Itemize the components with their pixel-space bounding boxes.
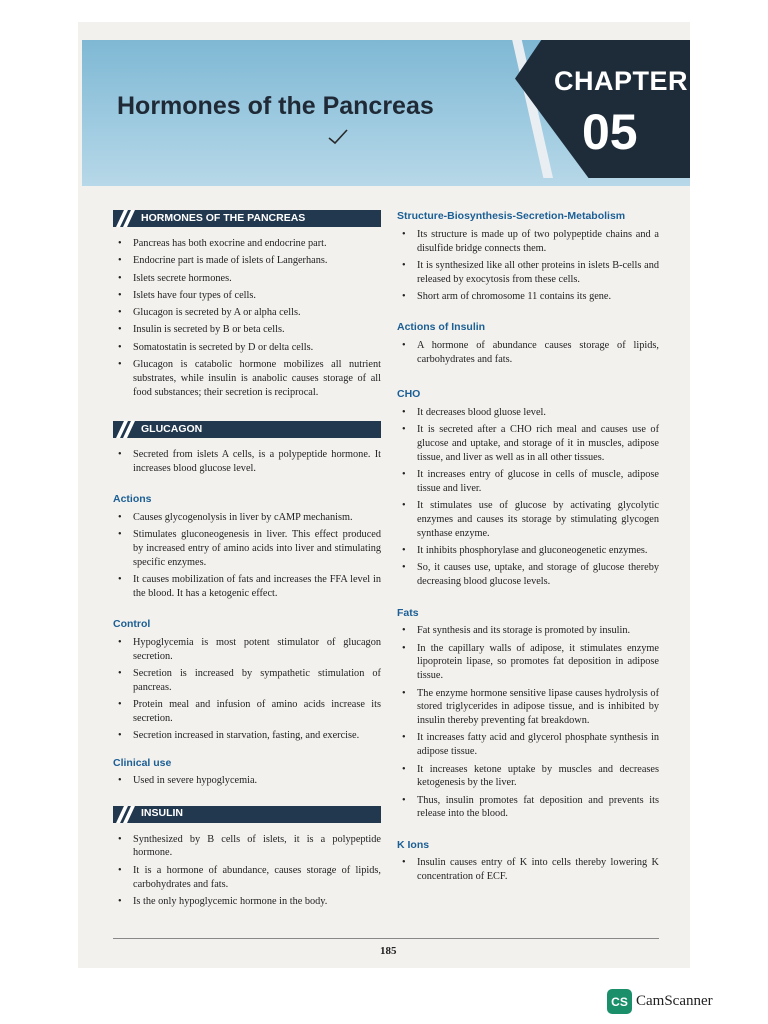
bullet-list	[397, 856, 659, 884]
list-item: • Somatostatin is secreted by D or delta cells.	[113, 341, 381, 355]
camscanner-watermark	[607, 989, 713, 1014]
camscanner-logo-icon: CS	[607, 989, 632, 1014]
bullet-list	[397, 228, 659, 304]
list-item: • Synthesized by B cells of islets, it is a polypeptide hormone.	[113, 833, 381, 861]
section-title: INSULIN	[141, 807, 183, 820]
list-item: • Stimulates gluconeogenesis in liver. This effect produced by increased entry of amino acids into liver and stimulating specific enzymes.	[113, 528, 381, 569]
list-item: • Its structure is made up of two polypeptide chains and a disulfide bridge connects them.	[397, 228, 659, 256]
bullet-list	[397, 339, 659, 367]
list-item: • Islets secrete hormones.	[113, 272, 381, 286]
list-item: • Glucagon is secreted by A or alpha cells.	[113, 306, 381, 320]
list-item: • Insulin is secreted by B or beta cells.	[113, 323, 381, 337]
bullet-list	[113, 833, 381, 909]
list-item: • Secretion is increased by sympathetic stimulation of pancreas.	[113, 667, 381, 695]
list-item: • Secretion increased in starvation, fasting, and exercise.	[113, 729, 381, 743]
section-bar-hormones	[113, 210, 381, 227]
section-bar-glucagon	[113, 421, 381, 438]
section-title: HORMONES OF THE PANCREAS	[141, 211, 306, 224]
list-item: • It causes mobilization of fats and increases the FFA level in the blood. It has a ketogenic effect.	[113, 573, 381, 601]
list-item: • So, it causes use, uptake, and storage of glucose thereby decreasing blood glucose levels.	[397, 561, 659, 589]
bullet-list	[113, 237, 381, 399]
section-bar-insulin	[113, 806, 381, 823]
bullet-list	[113, 636, 381, 743]
list-item: • It is synthesized like all other proteins in islets B-cells and released by exocytosis from these cells.	[397, 259, 659, 287]
list-item: • It is a hormone of abundance, causes storage of lipids, carbohydrates and fats.	[113, 864, 381, 892]
footer-rule	[113, 938, 659, 939]
section-title: GLUCAGON	[141, 422, 203, 435]
subheading-clinical-use: Clinical use	[113, 756, 172, 769]
list-item: • Insulin causes entry of K into cells thereby lowering K concentration of ECF.	[397, 856, 659, 884]
list-item: • Glucagon is catabolic hormone mobilizes all nutrient substrates, while insulin is anabolic causes storage of all food substances; their secretion is reciprocal.	[113, 358, 381, 399]
list-item: • Pancreas has both exocrine and endocrine part.	[113, 237, 381, 251]
list-item: • It decreases blood gluose level.	[397, 406, 659, 420]
left-column	[113, 210, 381, 912]
list-item: • Secreted from islets A cells, is a polypeptide hormone. It increases blood glucose level.	[113, 448, 381, 476]
subheading-cho: CHO	[397, 388, 421, 401]
subheading-actions: Actions	[113, 493, 152, 506]
list-item: • It increases fatty acid and glycerol phosphate synthesis in adipose tissue.	[397, 731, 659, 759]
chapter-number: 05	[582, 104, 638, 160]
bullet-list	[397, 624, 659, 821]
list-item: • The enzyme hormone sensitive lipase causes hydrolysis of stored triglycerides in adipose tissue, and is inhibited by insulin thereby preventing fat breakdown.	[397, 687, 659, 728]
subheading-actions-of-insulin: Actions of Insulin	[397, 321, 486, 334]
bullet-list	[113, 448, 381, 476]
list-item: • Thus, insulin promotes fat deposition and prevents its release into the blood.	[397, 794, 659, 822]
list-item: • In the capillary walls of adipose, it stimulates enzyme lipoprotein lipase, so promotes fat deposition in adipose tissue.	[397, 642, 659, 683]
bullet-list	[113, 774, 381, 788]
right-column	[397, 210, 659, 888]
list-item: • Short arm of chromosome 11 contains its gene.	[397, 290, 659, 304]
page-number: 185	[380, 945, 397, 957]
list-item: • Causes glycogenolysis in liver by cAMP mechanism.	[113, 511, 381, 525]
slash-icon	[113, 806, 135, 823]
list-item: • Endocrine part is made of islets of Langerhans.	[113, 254, 381, 268]
tick-mark-icon	[327, 128, 349, 146]
subheading-control: Control	[113, 618, 151, 631]
subheading-k-ions: K Ions	[397, 838, 430, 851]
list-item: • It increases entry of glucose in cells of muscle, adipose tissue and liver.	[397, 468, 659, 496]
list-item: • A hormone of abundance causes storage of lipids, carbohydrates and fats.	[397, 339, 659, 367]
slash-icon	[113, 421, 135, 438]
chapter-label: CHAPTER	[554, 66, 689, 96]
bullet-list	[397, 406, 659, 589]
list-item: • It inhibits phosphorylase and gluconeogenetic enzymes.	[397, 544, 659, 558]
list-item: • It increases ketone uptake by muscles and decreases ketogenesis by the liver.	[397, 763, 659, 791]
subheading-structure: Structure-Biosynthesis-Secretion-Metabolism	[397, 210, 626, 222]
list-item: • Islets have four types of cells.	[113, 289, 381, 303]
subheading-fats: Fats	[397, 606, 419, 619]
slash-icon	[113, 210, 135, 227]
list-item: • Used in severe hypoglycemia.	[113, 774, 381, 788]
camscanner-name: CamScanner	[636, 993, 713, 1009]
list-item: • Protein meal and infusion of amino acids increase its secretion.	[113, 698, 381, 726]
bullet-list	[113, 511, 381, 601]
list-item: • It is secreted after a CHO rich meal and causes use of glucose and uptake, and storage of it in muscles, adipose tissue, and liver as well as in all other tissues.	[397, 423, 659, 464]
list-item: • Hypoglycemia is most potent stimulator of glucagon secretion.	[113, 636, 381, 664]
list-item: • Fat synthesis and its storage is promoted by insulin.	[397, 624, 659, 638]
page-title: Hormones of the Pancreas	[117, 92, 434, 120]
list-item: • It stimulates use of glucose by activating glycolytic enzymes and causes its storage by stimulating glycogen synthase enzyme.	[397, 499, 659, 540]
list-item: • Is the only hypoglycemic hormone in the body.	[113, 895, 381, 909]
